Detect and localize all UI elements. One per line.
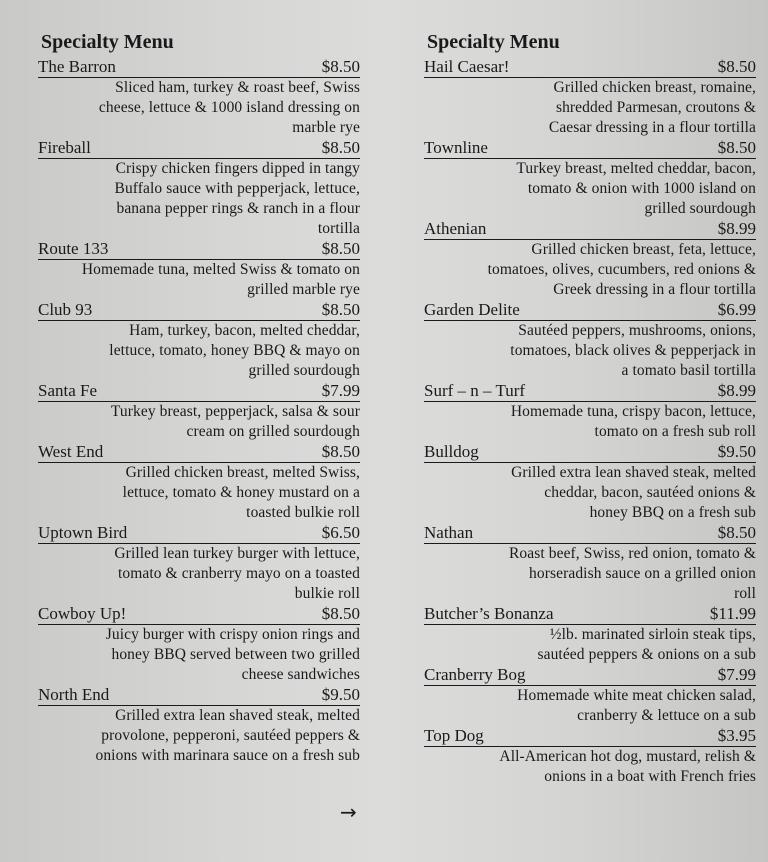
menu-item-header — [38, 523, 360, 544]
menu-item-price: $8.50 — [321, 138, 360, 157]
description-line: Grilled chicken breast, melted Swiss, — [125, 464, 360, 481]
description-line: bulkie roll — [294, 585, 360, 602]
menu-item-header — [424, 726, 756, 747]
description-line: cheddar, bacon, sautéed onions & — [544, 484, 756, 501]
menu-item-name: Bulldog — [424, 442, 479, 461]
description-line: Turkey breast, pepperjack, salsa & sour — [110, 403, 360, 420]
menu-item-header — [38, 604, 360, 625]
menu-item-header — [424, 442, 756, 463]
description-line: banana pepper rings & ranch in a flour — [116, 200, 360, 217]
description-line: tomato & cranberry mayo on a toasted — [117, 565, 360, 582]
description-line: lettuce, tomato, honey BBQ & mayo on — [109, 342, 360, 359]
menu-item-name: West End — [38, 442, 104, 461]
description-line: Crispy chicken fingers dipped in tangy — [115, 160, 360, 177]
menu-item-price: $8.50 — [717, 57, 756, 76]
menu-item-description — [424, 159, 756, 219]
menu-item-header — [38, 138, 360, 159]
menu-item — [424, 138, 756, 219]
description-line: Grilled lean turkey burger with lettuce, — [114, 545, 360, 562]
description-line: shredded Parmesan, croutons & — [555, 99, 756, 116]
description-line: Sautéed peppers, mushrooms, onions, — [518, 322, 756, 339]
description-line: Turkey breast, melted cheddar, bacon, — [516, 160, 756, 177]
description-line: roll — [734, 585, 756, 602]
menu-item-price: $9.50 — [717, 442, 756, 461]
menu-item — [424, 726, 756, 787]
menu-item-header — [424, 665, 756, 686]
menu-item-header — [38, 381, 360, 402]
description-line: Grilled chicken breast, romaine, — [553, 79, 756, 96]
menu-title: Specialty Menu — [41, 31, 174, 53]
menu-item-price: $8.99 — [717, 219, 756, 238]
menu-item-name: Route 133 — [38, 239, 109, 258]
description-line: a tomato basil tortilla — [621, 362, 756, 379]
description-line: onions in a boat with French fries — [544, 768, 756, 785]
description-line: Roast beef, Swiss, red onion, tomato & — [508, 545, 756, 562]
menu-item-header — [424, 219, 756, 240]
next-page-arrow-icon: → — [340, 800, 357, 824]
description-line: grilled sourdough — [644, 200, 756, 217]
description-line: tomato on a fresh sub roll — [594, 423, 756, 440]
description-line: cranberry & lettuce on a sub — [577, 707, 756, 724]
left-menu-items — [38, 57, 360, 766]
description-line: toasted bulkie roll — [246, 504, 360, 521]
description-line: Homemade tuna, crispy bacon, lettuce, — [510, 403, 756, 420]
menu-item-name: Fireball — [38, 138, 91, 157]
menu-item-price: $9.50 — [321, 685, 360, 704]
menu-item-description — [38, 402, 360, 442]
description-line: Homemade white meat chicken salad, — [517, 687, 756, 704]
menu-item-name: Top Dog — [424, 726, 484, 745]
menu-item-description — [38, 544, 360, 604]
menu-item-header — [424, 57, 756, 78]
menu-item-header — [38, 685, 360, 706]
description-line: All-American hot dog, mustard, relish & — [499, 748, 756, 765]
description-line: Buffalo sauce with pepperjack, lettuce, — [114, 180, 360, 197]
description-line: honey BBQ served between two grilled — [111, 646, 360, 663]
menu-item — [38, 300, 360, 381]
menu-item-description — [424, 625, 756, 665]
description-line: grilled marble rye — [247, 281, 360, 298]
menu-item-price: $6.50 — [321, 523, 360, 542]
menu-item — [424, 219, 756, 300]
menu-item-price: $8.50 — [321, 442, 360, 461]
description-line: horseradish sauce on a grilled onion — [529, 565, 756, 582]
menu-item-price: $6.99 — [717, 300, 756, 319]
description-line: Caesar dressing in a flour tortilla — [548, 119, 756, 136]
description-line: sautéed peppers & onions on a sub — [537, 646, 756, 663]
menu-item-description — [38, 706, 360, 766]
menu-item-name: Hail Caesar! — [424, 57, 510, 76]
menu-item-name: Townline — [424, 138, 488, 157]
menu-item-name: Nathan — [424, 523, 474, 542]
description-line: cheese sandwiches — [241, 666, 360, 683]
menu-item — [424, 604, 756, 665]
menu-item-price: $11.99 — [709, 604, 756, 623]
menu-item-name: Santa Fe — [38, 381, 98, 400]
menu-item-header — [424, 523, 756, 544]
menu-item — [424, 300, 756, 381]
menu-item — [424, 381, 756, 442]
menu-item-name: The Barron — [38, 57, 116, 76]
description-line: marble rye — [292, 119, 360, 136]
menu-item-description — [38, 78, 360, 138]
menu-item-description — [38, 463, 360, 523]
menu-item-name: Surf – n – Turf — [424, 381, 526, 400]
menu-item-description — [424, 240, 756, 300]
description-line: cream on grilled sourdough — [186, 423, 360, 440]
description-line: onions with marinara sauce on a fresh sub — [95, 747, 360, 764]
menu-item-description — [38, 260, 360, 300]
description-line: Grilled extra lean shaved steak, melted — [115, 707, 360, 724]
menu-item — [38, 523, 360, 604]
description-line: ½lb. marinated sirloin steak tips, — [549, 626, 756, 643]
description-line: tomatoes, black olives & pepperjack in — [510, 342, 756, 359]
left-menu-column — [38, 30, 360, 766]
menu-item-name: North End — [38, 685, 110, 704]
description-line: grilled sourdough — [248, 362, 360, 379]
menu-item-price: $8.50 — [321, 300, 360, 319]
menu-item-price: $7.99 — [717, 665, 756, 684]
menu-item — [424, 442, 756, 523]
description-line: provolone, pepperoni, sautéed peppers & — [101, 727, 360, 744]
menu-item-description — [424, 78, 756, 138]
menu-item-description — [424, 463, 756, 523]
menu-item-description — [38, 321, 360, 381]
menu-item-description — [424, 544, 756, 604]
menu-item-header — [38, 57, 360, 78]
menu-item-price: $3.95 — [717, 726, 756, 745]
menu-item — [38, 604, 360, 685]
description-line: tomatoes, olives, cucumbers, red onions & — [487, 261, 756, 278]
description-line: honey BBQ on a fresh sub — [589, 504, 756, 521]
menu-item-header — [424, 604, 756, 625]
menu-item — [38, 138, 360, 239]
menu-item-name: Butcher’s Bonanza — [424, 604, 554, 623]
menu-item-description — [424, 321, 756, 381]
description-line: Sliced ham, turkey & roast beef, Swiss — [115, 79, 360, 96]
menu-item-price: $8.50 — [321, 604, 360, 623]
menu-item-name: Cranberry Bog — [424, 665, 526, 684]
menu-item-name: Cowboy Up! — [38, 604, 127, 623]
right-menu-column — [424, 30, 756, 787]
menu-item-description — [424, 686, 756, 726]
description-line: Grilled extra lean shaved steak, melted — [511, 464, 756, 481]
menu-item-description — [38, 625, 360, 685]
menu-item-header — [424, 138, 756, 159]
menu-item — [38, 685, 360, 766]
menu-title: Specialty Menu — [427, 31, 560, 53]
description-line: cheese, lettuce & 1000 island dressing on — [98, 99, 360, 116]
description-line: tortilla — [317, 220, 360, 237]
menu-item-price: $8.50 — [717, 523, 756, 542]
menu-item — [38, 239, 360, 300]
menu-item-price: $7.99 — [321, 381, 360, 400]
menu-item-description — [424, 402, 756, 442]
menu-item-header — [424, 381, 756, 402]
description-line: tomato & onion with 1000 island on — [527, 180, 756, 197]
menu-item-price: $8.50 — [321, 57, 360, 76]
menu-item — [38, 57, 360, 138]
menu-item-description — [38, 159, 360, 239]
menu-item-header — [38, 442, 360, 463]
description-line: Greek dressing in a flour tortilla — [553, 281, 756, 298]
menu-item-description — [424, 747, 756, 787]
menu-item-name: Uptown Bird — [38, 523, 128, 542]
menu-item-name: Garden Delite — [424, 300, 520, 319]
menu-item-header — [424, 300, 756, 321]
menu-item-price: $8.99 — [717, 381, 756, 400]
menu-item-price: $8.50 — [717, 138, 756, 157]
menu-item — [38, 381, 360, 442]
menu-item-name: Athenian — [424, 219, 487, 238]
description-line: Homemade tuna, melted Swiss & tomato on — [81, 261, 360, 278]
description-line: lettuce, tomato & honey mustard on a — [122, 484, 360, 501]
menu-item — [424, 57, 756, 138]
menu-item — [424, 523, 756, 604]
description-line: Grilled chicken breast, feta, lettuce, — [531, 241, 756, 258]
description-line: Ham, turkey, bacon, melted cheddar, — [129, 322, 360, 339]
menu-item-header — [38, 239, 360, 260]
description-line: Juicy burger with crispy onion rings and — [105, 626, 360, 643]
menu-item-header — [38, 300, 360, 321]
menu-item-price: $8.50 — [321, 239, 360, 258]
right-menu-items — [424, 57, 756, 787]
menu-item — [38, 442, 360, 523]
menu-item-name: Club 93 — [38, 300, 93, 319]
menu-item — [424, 665, 756, 726]
